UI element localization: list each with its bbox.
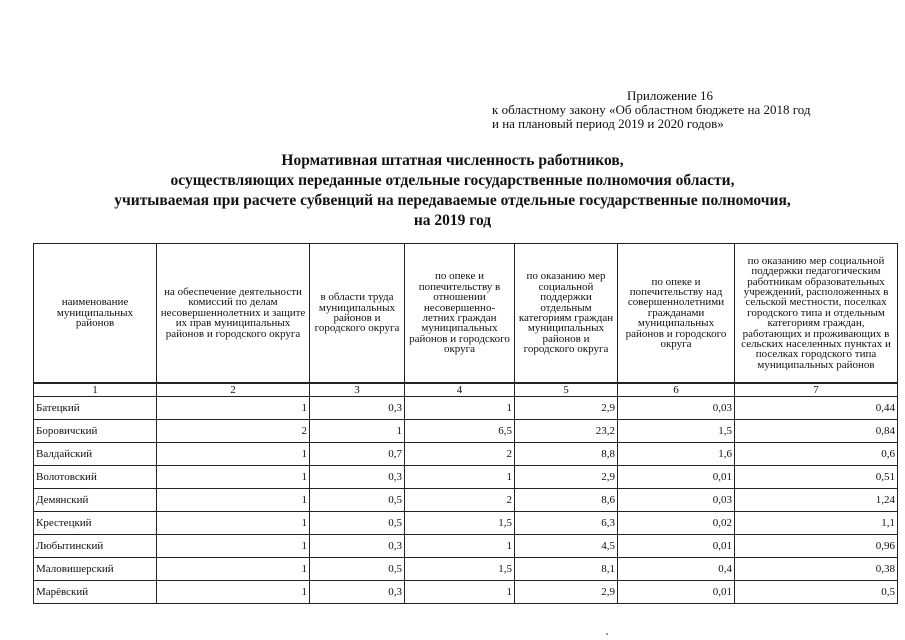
value-cell: 8,8 [515,443,618,466]
value-cell: 0,3 [310,397,405,420]
value-cell: 2,9 [515,581,618,604]
value-cell: 0,02 [618,512,735,535]
value-cell: 23,2 [515,420,618,443]
value-cell: 2 [157,420,310,443]
value-cell: 1 [405,581,515,604]
header-guardianship-adults: по опеке и попечительству над совершеннолетними гражданами муниципальных районов и городского округа [618,244,735,384]
value-cell: 0,44 [735,397,898,420]
title-line-2: осуществляющих переданные отдельные государственные полномочия области, [170,172,735,189]
district-name-cell: Боровичский [34,420,157,443]
table-row [34,443,898,466]
column-number: 2 [157,383,310,397]
value-cell: 0,6 [735,443,898,466]
district-name-cell: Волотовский [34,466,157,489]
district-name-cell: Валдайский [34,443,157,466]
value-cell: 0,5 [310,489,405,512]
appendix-note [492,89,882,131]
value-cell: 1 [157,535,310,558]
column-number-row [34,383,898,397]
value-cell: 0,84 [735,420,898,443]
table-row [34,420,898,443]
title-line-3: учитываемая при расчете субвенций на передаваемые отдельные государственные полномочия, [114,192,791,209]
district-name-cell: Демянский [34,489,157,512]
header-labour: в области труда муниципальных районов и городского округа [310,244,405,384]
document-title [30,151,875,231]
district-name-cell: Батецкий [34,397,157,420]
value-cell: 1 [157,489,310,512]
column-number: 6 [618,383,735,397]
value-cell: 1 [157,581,310,604]
value-cell: 0,3 [310,535,405,558]
column-number: 7 [735,383,898,397]
header-commissions: на обеспечение деятельности комиссий по делам несовершеннолетних и защите их прав муниципальных районов и городского округа [157,244,310,384]
value-cell: 1 [157,397,310,420]
district-name-cell: Любытинский [34,535,157,558]
value-cell: 0,3 [310,581,405,604]
value-cell: 8,1 [515,558,618,581]
value-cell: 1 [157,512,310,535]
column-number: 3 [310,383,405,397]
column-number: 1 [34,383,157,397]
value-cell: 1,5 [405,512,515,535]
value-cell: 0,5 [735,581,898,604]
title-line-1: Нормативная штатная численность работников, [281,152,624,169]
value-cell: 6,3 [515,512,618,535]
value-cell: 1 [157,443,310,466]
table-row [34,512,898,535]
value-cell: 2 [405,443,515,466]
value-cell: 1,6 [618,443,735,466]
scan-speck [606,633,608,635]
value-cell: 0,3 [310,466,405,489]
value-cell: 1,24 [735,489,898,512]
value-cell: 0,7 [310,443,405,466]
table-row [34,535,898,558]
value-cell: 0,51 [735,466,898,489]
value-cell: 1,5 [618,420,735,443]
value-cell: 4,5 [515,535,618,558]
value-cell: 0,96 [735,535,898,558]
header-teacher-support: по оказанию мер социальной поддержки педагогическим работникам образовательных учреждений, расположенных в сельской местности, поселках городского типа и отдельным категориям граждан, работающих и проживающих в сельских населенных пунктах и поселках городского типа муниципальных районов [735,244,898,384]
value-cell: 2 [405,489,515,512]
header-guardianship-minors: по опеке и попечительству в отношении несовершенно-летних граждан муниципальных районов и городского округа [405,244,515,384]
value-cell: 1 [310,420,405,443]
value-cell: 1 [157,466,310,489]
header-district-name: наименование муниципальных районов [34,244,157,384]
value-cell: 1 [405,466,515,489]
header-social-support: по оказанию мер социальной поддержки отдельным категориям граждан муниципальных районов и городского округа [515,244,618,384]
value-cell: 1 [405,535,515,558]
column-number: 4 [405,383,515,397]
value-cell: 0,03 [618,489,735,512]
district-name-cell: Крестецкий [34,512,157,535]
table-header-row [34,244,898,384]
table-row [34,397,898,420]
value-cell: 0,5 [310,558,405,581]
value-cell: 0,01 [618,535,735,558]
appendix-law-reference: к областному закону «Об областном бюджете на 2018 год [492,102,811,117]
value-cell: 1 [405,397,515,420]
value-cell: 0,4 [618,558,735,581]
value-cell: 0,01 [618,581,735,604]
value-cell: 0,01 [618,466,735,489]
district-name-cell: Маловишерский [34,558,157,581]
value-cell: 1,1 [735,512,898,535]
value-cell: 0,38 [735,558,898,581]
table-row [34,466,898,489]
column-number: 5 [515,383,618,397]
table-row [34,558,898,581]
value-cell: 6,5 [405,420,515,443]
value-cell: 0,03 [618,397,735,420]
value-cell: 2,9 [515,466,618,489]
appendix-number: Приложение 16 [627,88,714,103]
title-line-4: на 2019 год [413,212,492,229]
appendix-law-period: и на плановый период 2019 и 2020 годов» [492,116,724,131]
table-row [34,489,898,512]
value-cell: 0,5 [310,512,405,535]
value-cell: 1 [157,558,310,581]
value-cell: 8,6 [515,489,618,512]
value-cell: 2,9 [515,397,618,420]
district-name-cell: Марёвский [34,581,157,604]
value-cell: 1,5 [405,558,515,581]
staffing-table [33,243,898,604]
table-row [34,581,898,604]
